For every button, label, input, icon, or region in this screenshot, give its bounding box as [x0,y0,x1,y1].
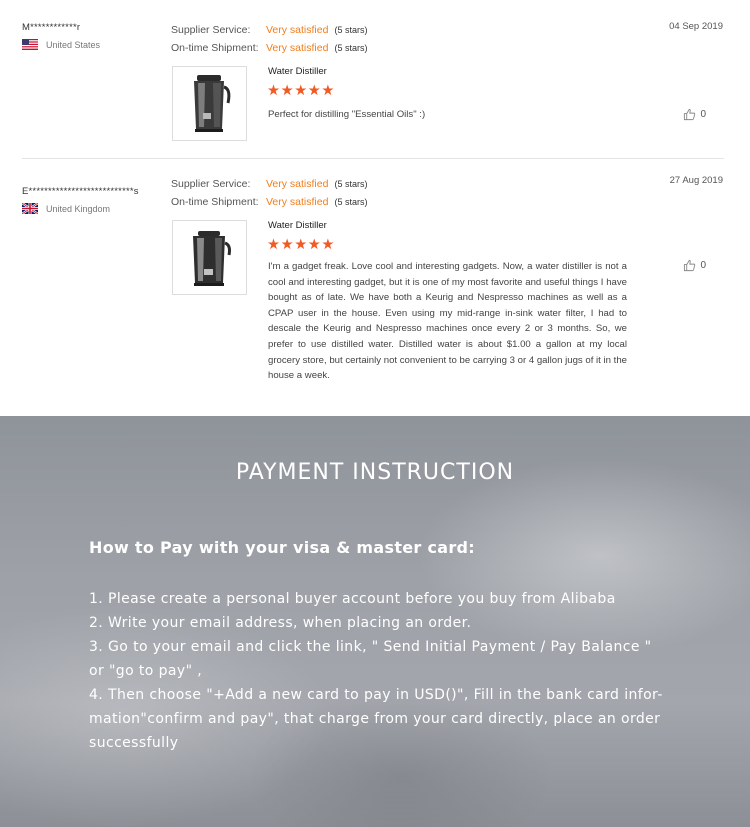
ontime-shipment-value: Very satisfied [266,196,329,208]
country-name: United States [46,39,101,50]
payment-title: PAYMENT INSTRUCTION [235,460,515,485]
buyer-country [22,39,172,50]
rating-details [171,21,367,57]
payment-subtitle: How to Pay with your visa & master card: [89,538,475,557]
buyer-info [22,176,172,214]
ontime-shipment-value: Very satisfied [266,42,329,54]
review-date: 04 Sep 2019 [669,21,723,32]
country-name: United Kingdom [46,203,111,214]
buyer-name: M************r [22,22,81,33]
payment-step: 4. Then choose "+Add a new card to pay in USD()", Fill in the bank card infor-mation"confirm and pay", that charge from your card directly, place an order successfully [89,687,663,751]
payment-step: 3. Go to your email and click the link, " Send Initial Payment / Pay Balance " or "go to pay" , [89,639,652,679]
ontime-shipment-label: On-time Shipment: [171,42,259,54]
water-distiller-image [173,221,246,294]
supplier-service-value: Very satisfied [266,178,329,190]
ontime-shipment-rating [171,39,367,57]
star-rating: ★★★★★ [267,83,335,99]
supplier-service-label: Supplier Service: [171,178,251,190]
rating-details [171,175,367,211]
review-date: 27 Aug 2019 [669,175,723,186]
uk-flag-icon [22,203,38,214]
review-text: I'm a gadget freak. Love cool and interesting gadgets. Now, a water distiller is not a cool and interesting gadget, but it is one of my most favorite and useful things I have bought as of late. We have both a Keurig and Nespresso machines as well as a CPAP user in the house. Even using my mid-range in-sink water filter, I had to descale the Keurig and Nespresso machines once every 2 or 3 months. So, we prefer to use distilled water. Distilled water is about $1.00 a gallon at my local grocery store, but certainly not convenient to be carrying 3 or 4 gallon jugs of it in the house a week. [268,261,627,382]
ontime-shipment-label: On-time Shipment: [171,196,259,208]
payment-step: 2. Write your email address, when placing an order. [89,615,472,631]
thumbs-up-icon [683,259,696,272]
supplier-service-label: Supplier Service: [171,24,251,36]
review-item [22,14,724,159]
buyer-info [22,22,172,50]
supplier-service-rating [171,175,367,193]
like-count: 0 [700,260,706,271]
like-count: 0 [700,109,706,120]
star-rating: ★★★★★ [267,237,335,253]
payment-step: 1. Please create a personal buyer account before you buy from Alibaba [89,591,616,607]
buyer-name: E***************************s [22,186,139,197]
ontime-shipment-stars: (5 stars) [334,43,368,53]
ontime-shipment-stars: (5 stars) [334,197,368,207]
product-name[interactable]: Water Distiller [268,66,327,77]
thumbs-up-icon [683,108,696,121]
review-item [22,168,724,398]
us-flag-icon [22,39,38,50]
payment-steps [89,587,663,755]
water-distiller-image [173,67,246,140]
product-thumbnail[interactable] [172,66,247,141]
supplier-service-stars: (5 stars) [334,25,368,35]
product-thumbnail[interactable] [172,220,247,295]
payment-instruction-banner [0,416,750,827]
buyer-country [22,203,172,214]
like-button[interactable] [683,259,706,272]
product-name[interactable]: Water Distiller [268,220,327,231]
like-button[interactable] [683,108,706,121]
supplier-service-stars: (5 stars) [334,179,368,189]
supplier-service-rating [171,21,367,39]
review-text: Perfect for distilling "Essential Oils" :) [268,109,426,120]
supplier-service-value: Very satisfied [266,24,329,36]
ontime-shipment-rating [171,193,367,211]
